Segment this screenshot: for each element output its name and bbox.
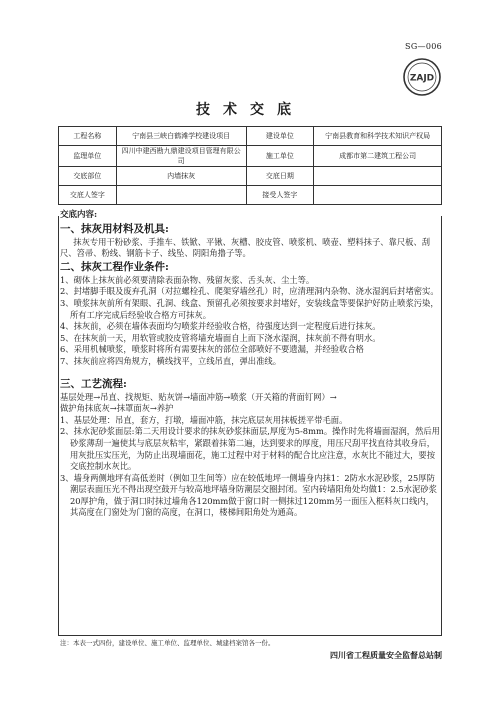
distribution-note: 注：本表一式四份，建设单位、施工单位、监理单位、城建档案馆各一份。 xyxy=(60,639,275,647)
section-2-item: 3、喷浆抹灰前所有架眼、孔洞、线盒、预留孔必须按要求封堵好，安装线盒等要保护好防止喷浆污染，所有工序完成后经验收合格方可抹灰。 xyxy=(60,297,439,320)
section-3-item: 3、墙身两侧地坪有高低差时（例如卫生间等）应在较低地坪一侧墙身内抹1：2防水水泥砂浆，25厚防潮层表面压光不得出现空鼓开与较高地坪墙身防潮层交圈封闭。室内砖墙阳角处均做1：2.5水泥砂浆20厚护角，做于洞口时抹过墙角各120mm做于窗口时一侧抹过120mm另一面压入框料灰口线内，其高度在门窗处为门窗的高度，在洞口，楼梯间阳角处为通高。 xyxy=(60,472,437,518)
section-2-item: 6、采用机械喷浆，喷浆时将所有需要抹灰的部位全部喷好不要遗漏，并经验收合格 xyxy=(60,344,364,355)
value-briefing-part: 内墙抹灰 xyxy=(116,167,246,186)
section-3-heading: 三、工艺流程: xyxy=(60,377,127,390)
content-label: 交底内容: xyxy=(60,210,98,220)
value-receiver-signature xyxy=(314,186,442,205)
section-2-item: 7、抹灰前应将四角规方，横线找平，立线吊直，弹出准线。 xyxy=(60,355,281,366)
value-construction-owner: 宁南县教育和科学技术知识产权局 xyxy=(314,127,442,146)
label-construction-owner: 建设单位 xyxy=(246,127,314,146)
stamp-logo-icon xyxy=(402,57,442,97)
label-contractor: 施工单位 xyxy=(246,146,314,167)
section-3-item: 2、抹水泥砂浆面层:第二天用设计要求的抹灰砂浆抹面层,厚度为5-8mm。操作时先将墙面湿润，然后用砂浆薄刮一遍使其与底层灰粘牢，紧跟着抹第二遍，达到要求的厚度，用压尺刮平找直待其收身后，用灰批压实压光，为防止出现墙面花，施工过程中对于材料的配合比应注意，水灰比不能过大，要按交底控制水灰比。 xyxy=(60,426,440,472)
section-2-item: 2、封堵脚手眼及废弃孔洞（对拉螺栓孔、爬架穿墙丝孔）时，应清理洞内杂物、浇水湿润后封堵密实。 xyxy=(60,286,439,297)
value-supervisor: 四川中建西勘九鼎建设项目管理有限公司 xyxy=(116,146,246,167)
section-2-heading: 二、抹灰工程作业条件: xyxy=(60,260,169,273)
issuer-footer: 四川省工程质量安全监督总站制 xyxy=(330,650,442,660)
label-briefer-signature: 交底人签字 xyxy=(59,186,117,205)
value-briefing-date xyxy=(314,167,442,186)
section-2-item: 1、砌体上抹灰前必须要清除表面杂物、残留灰浆、舌头灰、尘土等。 xyxy=(60,274,315,285)
header-table xyxy=(58,126,442,205)
header-row-project xyxy=(59,127,442,146)
header-row-signatures xyxy=(59,186,442,205)
label-briefing-date: 交底日期 xyxy=(246,167,314,186)
label-project-name: 工程名称 xyxy=(59,127,117,146)
process-flow-line: 做护角抹底灰→抹罩面灰→养护 xyxy=(60,403,174,414)
header-row-supervision xyxy=(59,146,442,167)
document-title: 技术交底 xyxy=(196,102,304,118)
section-2-item: 5、在抹灰前一天，用软管或胶皮管将墙充墙面自上而下浇水湿润，抹灰前不得有明水。 xyxy=(60,332,381,343)
section-2-item: 4、抹灰前，必须在墙体表面均匀喷浆并经验收合格，待强度达到一定程度后进行抹灰。 xyxy=(60,321,381,332)
section-3-item: 1、基层处理：吊直，套方，打墩，墙面冲筋，抹完底层灰用抹板搓平带毛面。 xyxy=(60,414,348,425)
logo-text: ZAJD xyxy=(409,73,435,84)
value-project-name: 宁南县三峡白鹤滩学校建设项目 xyxy=(116,127,246,146)
section-1-text: 抹灰专用干粉砂浆、手推车、铁锨、平锹、灰槽、胶皮管、喷浆机、喷壶、塑料抹子、靠尺板、刮尺、笤帚、粉线、钢筋卡子、线坠、阴阳角撸子等。 xyxy=(60,236,431,259)
value-briefer-signature xyxy=(116,186,246,205)
document-code: SG—006 xyxy=(405,42,442,51)
briefing-content xyxy=(60,210,440,519)
process-flow-line: 基层处理→吊直、找规矩、贴灰饼→墙面冲筋→喷浆（开关箱的背面钉网）→ xyxy=(60,391,337,402)
label-supervisor: 监理单位 xyxy=(59,146,117,167)
label-briefing-part: 交底部位 xyxy=(59,167,117,186)
header-row-briefing xyxy=(59,167,442,186)
value-contractor: 成都市第二建筑工程公司 xyxy=(314,146,442,167)
section-1-heading: 一、抹灰用材料及机具: xyxy=(60,222,169,235)
label-receiver-signature: 接受人签字 xyxy=(246,186,314,205)
